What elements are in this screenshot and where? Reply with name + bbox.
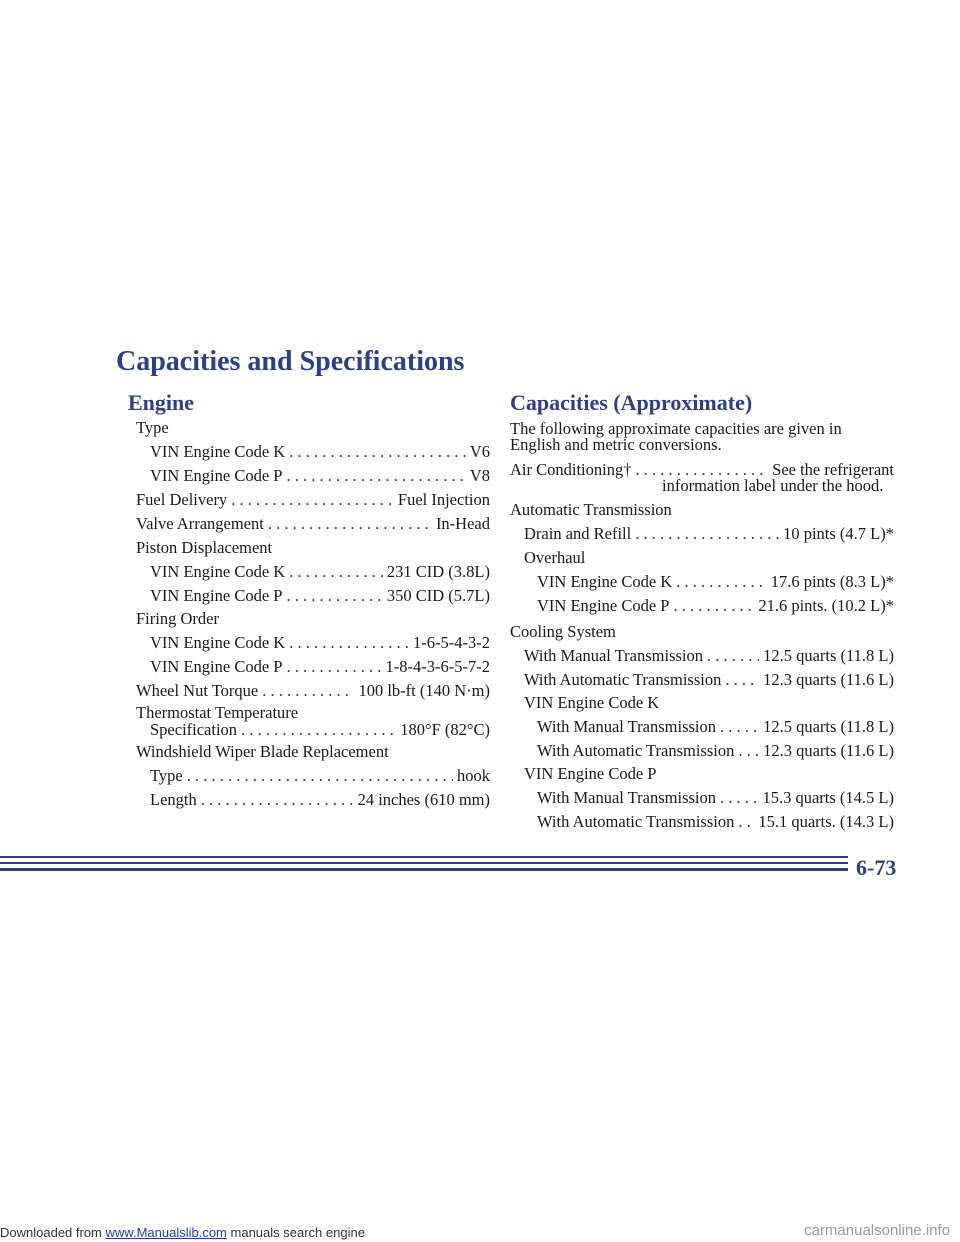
wiper-heading: Windshield Wiper Blade Replacement bbox=[136, 742, 389, 761]
divider-rule bbox=[0, 856, 848, 858]
type-p-row bbox=[150, 466, 490, 486]
watermark: carmanualsonline.info bbox=[804, 1222, 950, 1239]
thermo-row bbox=[150, 720, 490, 740]
row-value: V6 bbox=[469, 442, 490, 461]
divider-rule bbox=[0, 868, 848, 871]
row-label: VIN Engine Code P bbox=[150, 466, 283, 485]
valve-row bbox=[136, 514, 490, 534]
row-value: 21.6 pints. (10.2 L)* bbox=[758, 596, 894, 615]
overhaul-p-row bbox=[537, 596, 894, 616]
piston-p-row bbox=[150, 586, 490, 606]
page-number: 6-73 bbox=[856, 855, 897, 880]
intro-line-1: The following approximate capacities are given in bbox=[510, 419, 842, 438]
overhaul-heading: Overhaul bbox=[524, 548, 586, 567]
firing-p-row bbox=[150, 657, 490, 677]
row-label: Specification bbox=[150, 720, 238, 739]
ac-note: information label under the hood. bbox=[662, 476, 884, 495]
wiper-length-row bbox=[150, 790, 490, 810]
row-label: Length bbox=[150, 790, 197, 809]
footer-suffix: manuals search engine bbox=[230, 1225, 365, 1240]
torque-row bbox=[136, 681, 490, 701]
row-value: 180°F (82°C) bbox=[400, 720, 490, 739]
row-label: Air Conditioning† bbox=[510, 460, 632, 479]
p-manual-row bbox=[537, 788, 894, 808]
engine-section-title: Engine bbox=[128, 390, 195, 415]
row-value: 12.5 quarts (11.8 L) bbox=[763, 646, 894, 665]
row-value: 10 pints (4.7 L)* bbox=[783, 524, 894, 543]
row-label: With Manual Transmission bbox=[537, 717, 717, 736]
divider-rule bbox=[0, 862, 848, 864]
capacities-section-title: Capacities (Approximate) bbox=[510, 390, 753, 415]
row-value: 15.3 quarts (14.5 L) bbox=[762, 788, 894, 807]
row-label: VIN Engine Code K bbox=[150, 442, 286, 461]
row-label: With Automatic Transmission bbox=[537, 812, 735, 831]
row-value: 350 CID (5.7L) bbox=[386, 586, 490, 605]
cooling-heading: Cooling System bbox=[510, 622, 616, 641]
cool-manual-row bbox=[524, 646, 894, 666]
row-label: With Automatic Transmission bbox=[524, 670, 722, 689]
wiper-type-row bbox=[150, 766, 490, 786]
firing-k-row bbox=[150, 633, 490, 653]
download-footer bbox=[0, 1225, 365, 1240]
row-value: V8 bbox=[469, 466, 490, 485]
row-value: 231 CID (3.8L) bbox=[386, 562, 490, 581]
k-manual-row bbox=[537, 717, 894, 737]
row-value: 12.3 quarts (11.6 L) bbox=[763, 741, 894, 760]
thermo-heading: Thermostat Temperature bbox=[136, 703, 299, 722]
cool-p-heading: VIN Engine Code P bbox=[524, 764, 657, 783]
type-heading: Type bbox=[136, 418, 169, 437]
row-value: 1-6-5-4-3-2 bbox=[413, 633, 490, 652]
row-label: VIN Engine Code K bbox=[150, 562, 286, 581]
row-label: With Manual Transmission bbox=[537, 788, 717, 807]
row-value: 1-8-4-3-6-5-7-2 bbox=[385, 657, 490, 676]
row-value: 24 inches (610 mm) bbox=[357, 790, 490, 809]
row-label: Wheel Nut Torque bbox=[136, 681, 259, 700]
cool-k-heading: VIN Engine Code K bbox=[524, 693, 660, 712]
row-label: VIN Engine Code P bbox=[150, 586, 283, 605]
cool-auto-row bbox=[524, 670, 894, 690]
row-label: Type bbox=[150, 766, 183, 785]
footer-prefix: Downloaded from bbox=[0, 1225, 102, 1240]
row-value: 100 lb-ft (140 N·m) bbox=[358, 681, 490, 700]
page-title: Capacities and Specifications bbox=[116, 346, 465, 377]
row-label: VIN Engine Code P bbox=[537, 596, 670, 615]
drain-row bbox=[524, 524, 894, 544]
row-label: VIN Engine Code K bbox=[537, 572, 673, 591]
row-label: Valve Arrangement bbox=[136, 514, 264, 533]
row-label: Drain and Refill bbox=[524, 524, 632, 543]
overhaul-k-row bbox=[537, 572, 894, 592]
intro-line-2: English and metric conversions. bbox=[510, 435, 722, 454]
row-label: Fuel Delivery bbox=[136, 490, 228, 509]
row-label: VIN Engine Code K bbox=[150, 633, 286, 652]
row-value: 12.3 quarts (11.6 L) bbox=[763, 670, 894, 689]
row-value: See the refrigerant bbox=[772, 460, 894, 479]
k-auto-row bbox=[537, 741, 894, 761]
row-value: Fuel Injection bbox=[397, 490, 490, 509]
type-k-row bbox=[150, 442, 490, 462]
fuel-row bbox=[136, 490, 490, 510]
row-value: 12.5 quarts (11.8 L) bbox=[763, 717, 894, 736]
row-value: In-Head bbox=[435, 514, 490, 533]
row-label: VIN Engine Code P bbox=[150, 657, 283, 676]
p-auto-row bbox=[537, 812, 894, 832]
manualslib-link[interactable]: www.Manualslib.com bbox=[105, 1225, 227, 1240]
row-value: hook bbox=[457, 766, 490, 785]
row-label: With Manual Transmission bbox=[524, 646, 704, 665]
row-value: 17.6 pints (8.3 L)* bbox=[770, 572, 894, 591]
piston-heading: Piston Displacement bbox=[136, 538, 273, 557]
firing-heading: Firing Order bbox=[136, 609, 219, 628]
auto-heading: Automatic Transmission bbox=[510, 500, 672, 519]
row-label: With Automatic Transmission bbox=[537, 741, 735, 760]
piston-k-row bbox=[150, 562, 490, 582]
row-value: 15.1 quarts. (14.3 L) bbox=[758, 812, 894, 831]
